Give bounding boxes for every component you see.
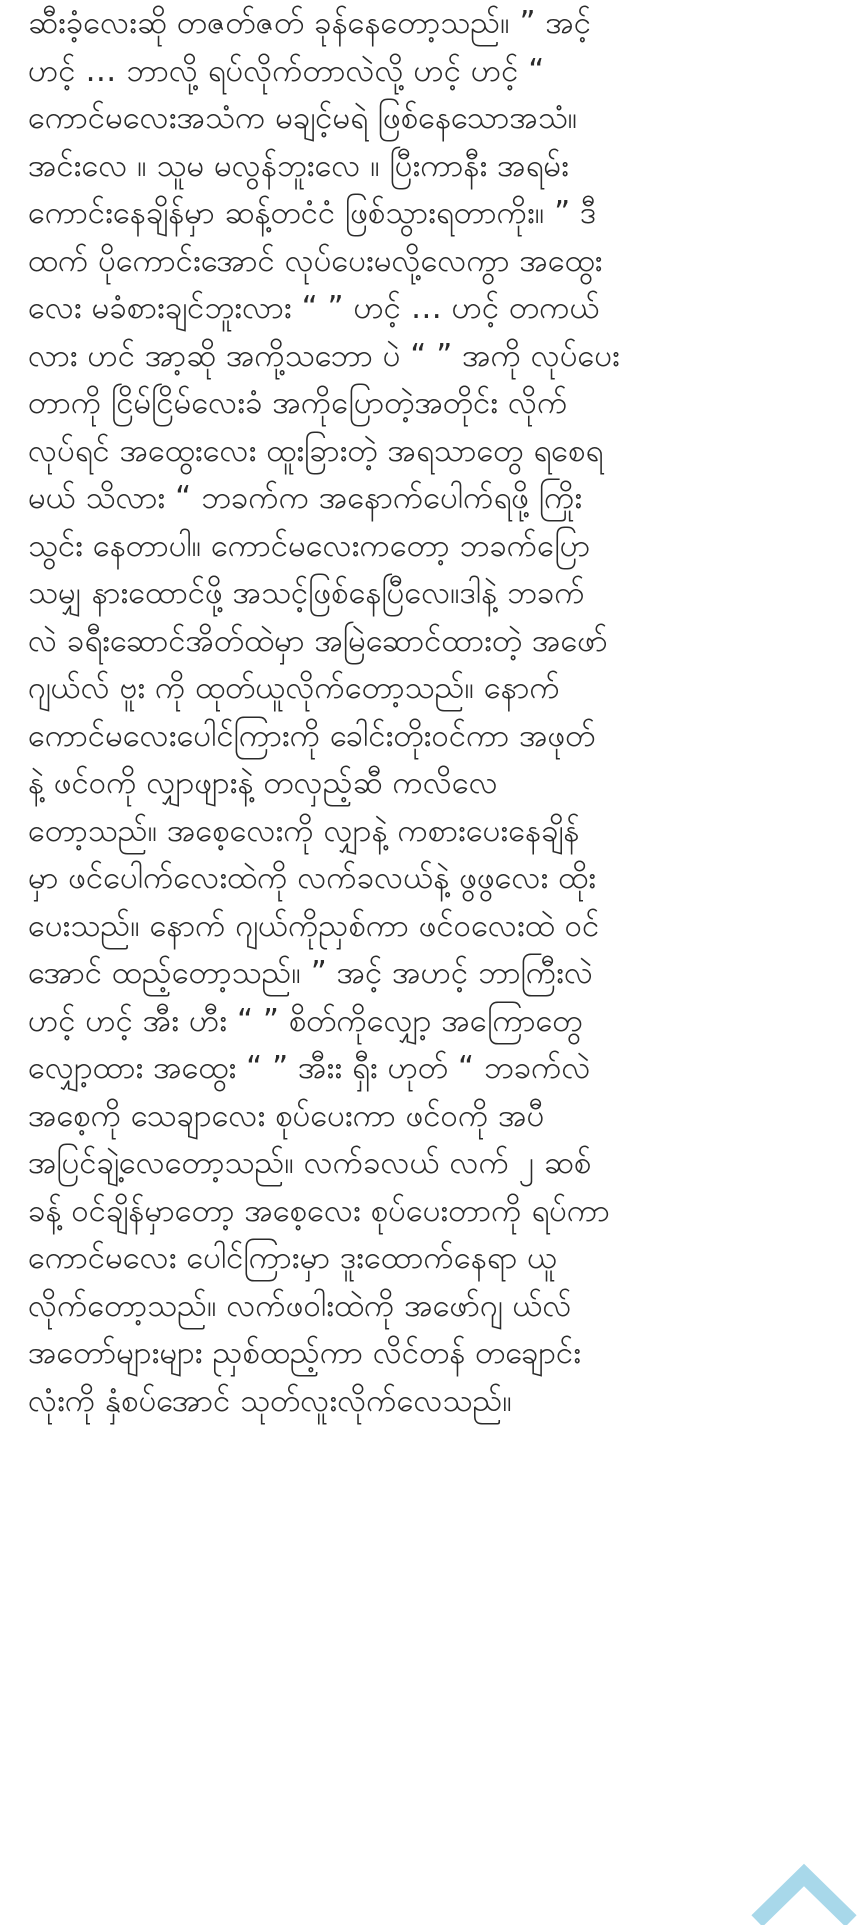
story-line: လေး မခံစားချင်ဘူးလား “ ” ဟင့် … ဟင့် တကယ် [28, 290, 600, 326]
story-line: တော့သည်။ အစေ့လေးကို လျှာနဲ့ ကစားပေးနေချိန် [28, 812, 580, 849]
scroll-to-top-button[interactable] [749, 1859, 859, 1925]
story-line: အစေ့ကို သေချာလေး စုပ်ပေးကာ ဖင်ဝကို အပီ [28, 1097, 545, 1134]
story-line: သွင်း နေတာပါ။ ကောင်မလေးကတော့ ဘခက်ပြော [28, 527, 591, 564]
story-line: လိုက်တော့သည်။ လက်ဖဝါးထဲကို အဖော်ဂျ ယ်လ် [28, 1287, 572, 1324]
story-line: ခန့် ဝင်ချိန်မှာတော့ အစေ့လေး စုပ်ပေးတာကို ရပ်ကာ [28, 1192, 610, 1229]
story-line: ဂျယ်လ် ဗူး ကို ထုတ်ယူလိုက်တော့သည်။ နောက် [28, 670, 560, 706]
story-line: လဲ ခရီးဆောင်အိတ်ထဲမှာ အမြဲဆောင်ထားတဲ့ အဖော် [28, 622, 608, 659]
story-line: ကောင်မလေးပေါင်ကြားကို ခေါင်းတိုးဝင်ကာ အဖုတ် [28, 717, 596, 754]
story-line: ကောင်မလေး ပေါင်ကြားမှာ ဒူးထောက်နေရာ ယူ [28, 1240, 558, 1276]
story-text [28, 0, 843, 1425]
story-line: ထက် ပိုကောင်းအောင် လုပ်ပေးမလို့လေကွာ အထွေး [28, 242, 603, 279]
story-line: ကောင်းနေချိန်မှာ ဆန့်တငံငံ ဖြစ်သွားရတာကိုး။ ” ဒီ [28, 195, 597, 231]
story-line: အပြင်ချဲ့လေတော့သည်။ လက်ခလယ် လက် ၂ ဆစ် [28, 1145, 592, 1181]
story-line: ဟင့် ဟင့် အီး ဟီး “ ” စိတ်ကိုလျှော့ အကြောတွေ [28, 1002, 583, 1039]
story-line: သမျှ နားထောင်ဖို့ အသင့်ဖြစ်နေပြီလေ။ဒါနဲ့ ဘခက် [28, 575, 585, 611]
story-line: မယ် သိလား “ ဘခက်က အနောက်ပေါက်ရဖို့ ကြိုး [28, 480, 583, 516]
story-line: လား ဟင် အာ့ဆို အကို့သဘော ပဲ “ ” အကို လုပ်ပေး [28, 337, 620, 374]
story-line: အင်းလေ ။ သူမ မလွန်ဘူးလေ ။ ပြီးကာနီး အရမ်း [28, 147, 570, 184]
story-line: ကောင်မလေးအသံက မချင့်မရဲ ဖြစ်နေသောအသံ။ [28, 100, 578, 136]
story-line: လုံးကို နှံစပ်အောင် သုတ်လူးလိုက်လေသည်။ [28, 1382, 512, 1419]
story-line: ဆီးခံ့လေးဆို တဇတ်ဇတ် ခုန်နေတော့သည်။ ” အင့် [28, 5, 592, 41]
story-line: အောင် ထည့်တော့သည်။ ” အင့် အဟင့် ဘာကြီးလဲ [28, 955, 594, 991]
story-line: နဲ့ ဖင်ဝကို လျှာဖျားနဲ့ တလှည့်ဆီ ကလိလေ [28, 765, 498, 801]
story-line: အတော်များများ ညှစ်ထည့်ကာ လိင်တန် တချောင်း [28, 1335, 582, 1371]
story-line: လျှော့ထား အထွေး “ ” အီးး ရှီး ဟုတ် “ ဘခက်လဲ [28, 1050, 591, 1086]
story-line: လုပ်ရင် အထွေးလေး ထူးခြားတဲ့ အရသာတွေ ရစေရ [28, 432, 604, 469]
chevron-up-icon [749, 1859, 859, 1925]
story-line: တာကို ငြိမ်ငြိမ်လေးခံ အကိုပြောတဲ့အတိုင်း လိုက် [28, 385, 568, 421]
story-line: မှာ ဖင်ပေါက်လေးထဲကို လက်ခလယ်နဲ့ ဖွဖွလေး ထိုး [28, 860, 597, 896]
story-line: ဟင့် … ဘာလို့ ရပ်လိုက်တာလဲလို့ ဟင့် ဟင့် “ [28, 52, 545, 89]
story-line: ပေးသည်။ နောက် ဂျယ်ကိုညှစ်ကာ ဖင်ဝလေးထဲ ဝင် [28, 907, 600, 944]
